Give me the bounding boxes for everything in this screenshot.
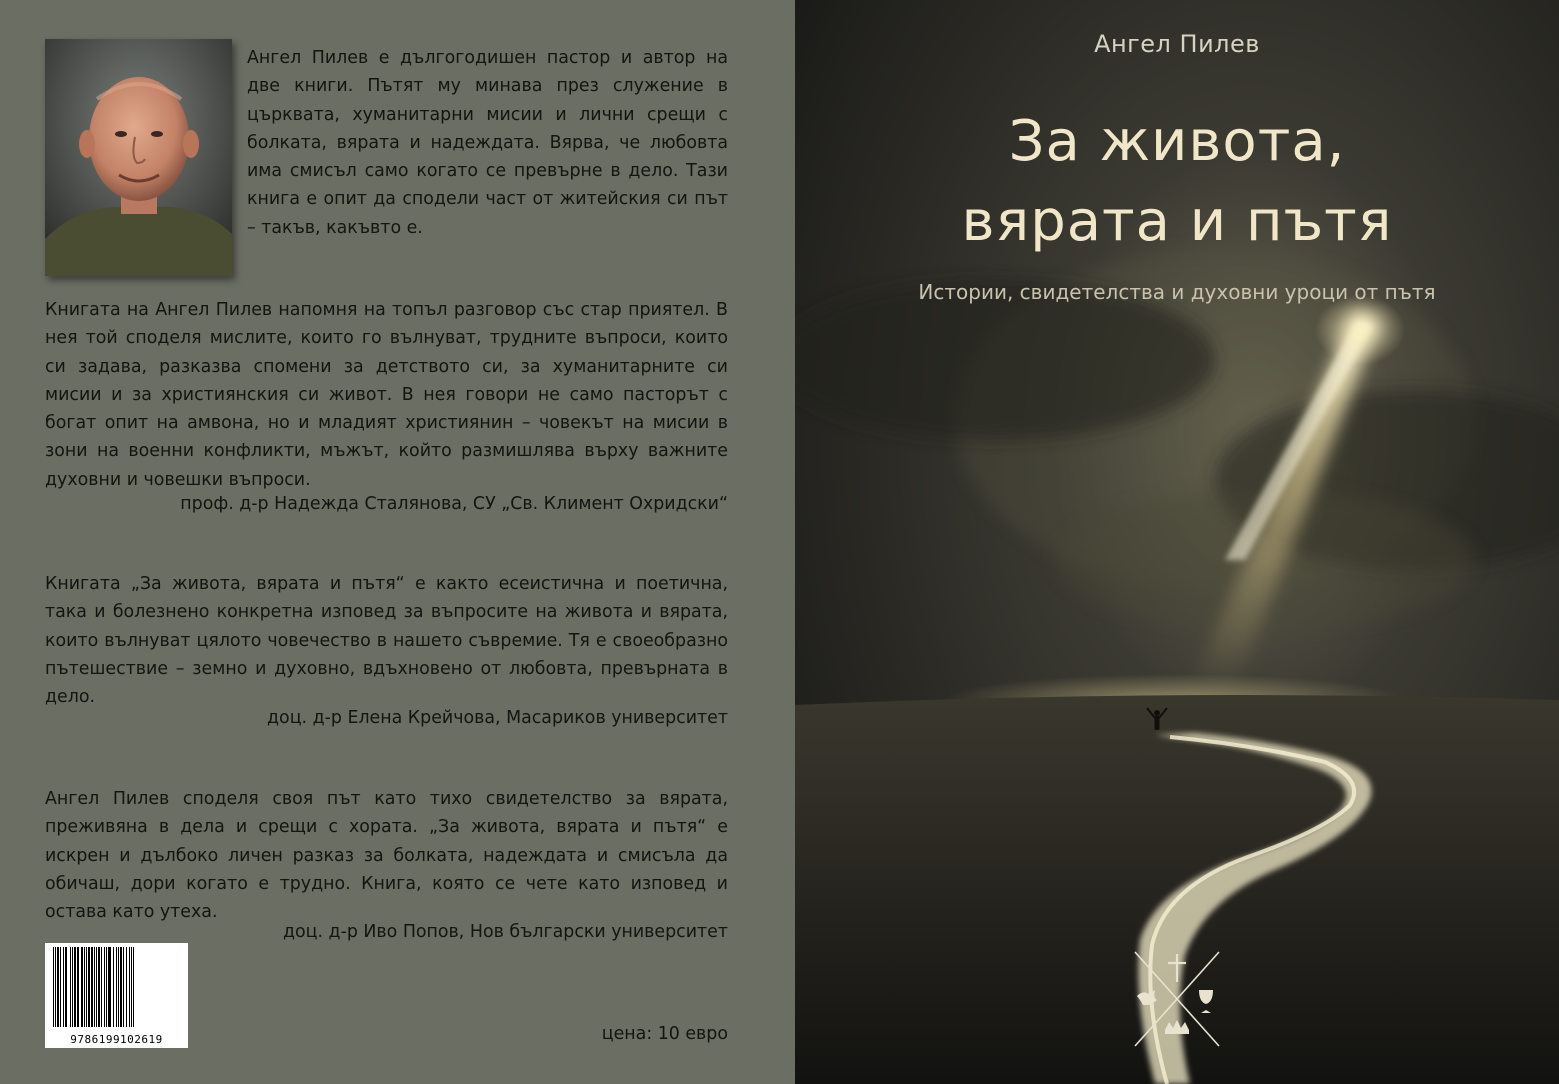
barcode-bar [81, 947, 83, 1027]
cross-icon [1168, 954, 1186, 982]
barcode-bar [106, 947, 107, 1027]
barcode-bar [84, 947, 85, 1027]
dove-icon [1137, 990, 1157, 1005]
barcode-bar [77, 947, 79, 1027]
barcode-bar [116, 947, 117, 1027]
barcode-bar [60, 947, 61, 1027]
cover-author: Ангел Пилев [1094, 30, 1260, 58]
review-text-3: Ангел Пилев споделя своя път като тихо свидетелство за вярата, преживяна в дела и срещи с хората. „За живота, вярата и пътя“ е искрен и дълбоко личен разказ за болката, надеждата и смисъла да обичаш, дори когато е трудно. Книга, която се чете като изповед и остава като утеха. [45, 789, 728, 923]
barcode-bar [108, 947, 111, 1027]
barcode-bar [118, 947, 119, 1027]
cover-title-line-1: За живота, [1008, 109, 1346, 174]
barcode-bar [53, 947, 54, 1027]
author-bio: Ангел Пилев е дългогодишен пастор и автор на две книги. Пътят му минава през служение в църквата, хуманитарни мисии и лични срещи с болката, вярата и надеждата. Вярва, че любовта има смисъл само когато се превърне в дело. Тази книга е опит да сподели част от житейския си път – такъв, какъвто е. [247, 48, 728, 238]
barcode-bar [70, 947, 71, 1027]
price-label: цена: 10 евро [601, 1024, 728, 1044]
barcode-bar [98, 947, 100, 1027]
barcode-bar [63, 947, 64, 1027]
crown-icon [1165, 1020, 1189, 1034]
chalice-icon [1199, 990, 1213, 1013]
barcode-bar [123, 947, 124, 1027]
isbn-number: 9786199102619 [70, 1033, 163, 1046]
barcode-bar [120, 947, 122, 1027]
barcode-bar [129, 947, 130, 1027]
front-cover [795, 0, 1559, 1084]
barcode-bar [113, 947, 114, 1027]
author-photo [45, 39, 232, 276]
barcode-bar [88, 947, 90, 1027]
barcode-bar [101, 947, 102, 1027]
barcode-bar [126, 947, 127, 1027]
barcode-icon [45, 943, 188, 1031]
barcode-bar [91, 947, 93, 1027]
barcode-bar [104, 947, 105, 1027]
cover-title-line-2: вярата и пътя [961, 189, 1393, 254]
barcode-bar [57, 947, 59, 1027]
review-author-2: доц. д-р Елена Крейчова, Масариков университет [267, 708, 728, 728]
review-author-3: доц. д-р Иво Попов, Нов български университет [282, 922, 728, 942]
barcode-bar [74, 947, 76, 1027]
barcode-bar [131, 947, 132, 1027]
publisher-emblem [1133, 950, 1221, 1048]
barcode-bar [94, 947, 95, 1027]
barcode-bar [65, 947, 67, 1027]
review-text-2: Книгата „За живота, вярата и пътя“ е както есеистична и поетична, така и болезнено конкретна изповед за въпросите на живота и вярата, които вълнуват цялото човечество в нашето съвремие. Тя е своеобразно пътешествие – земно и духовно, вдъхновено от любовта, превърната в дело. [45, 574, 728, 708]
review-author-1: проф. д-р Надежда Сталянова, СУ „Св. Климент Охридски“ [180, 494, 728, 514]
cover-subtitle: Истории, свидетелства и духовни уроци от пътя [918, 280, 1436, 304]
barcode-bar [55, 947, 56, 1027]
isbn-barcode [45, 943, 188, 1048]
author-portrait-icon [45, 39, 232, 276]
barcode-bar [133, 947, 134, 1027]
barcode-bar [86, 947, 87, 1027]
review-text-1: Книгата на Ангел Пилев напомня на топъл разговор със стар приятел. В нея той споделя мислите, които го вълнуват, трудните въпроси, които си задава, разказва спомени за детството си, за хуманитарните си мисии и за християнския си живот. В нея говори не само пасторът с богат опит на амвона, но и младият християнин – човекът на мисии в зони на военни конфликти, мъжът, който размишлява върху важните духовни и човешки въпроси. [45, 300, 728, 490]
barcode-bar [72, 947, 73, 1027]
barcode-bar [96, 947, 97, 1027]
